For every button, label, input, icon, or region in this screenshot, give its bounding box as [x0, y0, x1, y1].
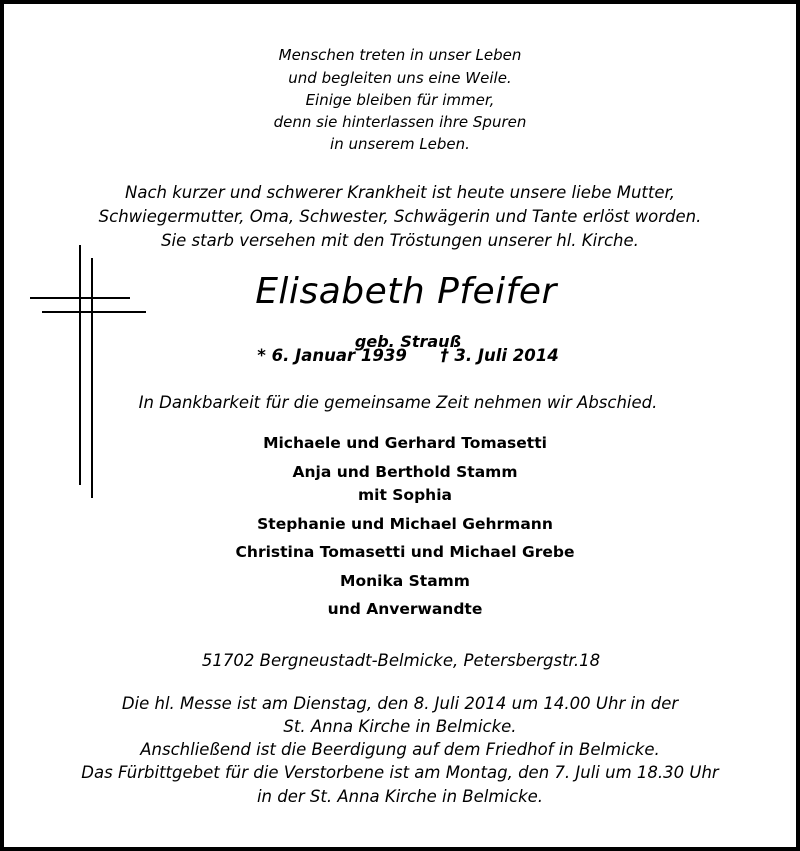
service-line: Anschließend ist die Beerdigung auf dem Friedhof in Belmicke.: [140, 740, 660, 759]
poem-line: in unserem Leben.: [330, 135, 470, 153]
poem-line: denn sie hinterlassen ihre Spuren: [273, 113, 527, 131]
death-date: † 3. Juli 2014: [440, 346, 559, 365]
poem-line: Einige bleiben für immer,: [305, 91, 495, 109]
announcement-line: Nach kurzer und schwerer Krankheit ist heute unsere liebe Mutter,: [124, 183, 676, 202]
address: 51702 Bergneustadt-Belmicke, Petersbergstr.18: [201, 651, 601, 670]
life-dates: [8, 346, 800, 365]
family-member: Christina Tomasetti und Michael Grebe: [235, 543, 575, 561]
service-line: Die hl. Messe ist am Dienstag, den 8. Juli 2014 um 14.00 Uhr in der: [121, 694, 679, 713]
announcement-line: Sie starb versehen mit den Tröstungen unserer hl. Kirche.: [161, 231, 639, 250]
family-member: Monika Stamm: [340, 572, 470, 590]
birth-date: * 6. Januar 1939: [257, 346, 407, 365]
family-member: mit Sophia: [358, 486, 452, 504]
family-member: Anja und Berthold Stamm: [292, 463, 518, 481]
service-line: St. Anna Kirche in Belmicke.: [283, 717, 517, 736]
family-member: und Anverwandte: [327, 600, 483, 618]
gratitude-text: In Dankbarkeit für die gemeinsame Zeit nehmen wir Abschied.: [138, 393, 658, 412]
deceased-name: Elisabeth Pfeifer: [255, 271, 557, 312]
maiden-name: geb. Strauß: [354, 332, 462, 351]
poem-line: und begleiten uns eine Weile.: [288, 69, 512, 87]
family-member: Michaele und Gerhard Tomasetti: [263, 434, 547, 452]
family-member: Stephanie und Michael Gehrmann: [257, 515, 553, 533]
poem-line: Menschen treten in unser Leben: [278, 46, 522, 64]
service-line: Das Fürbittgebet für die Verstorbene ist am Montag, den 7. Juli um 18.30 Uhr: [81, 763, 719, 782]
announcement-line: Schwiegermutter, Oma, Schwester, Schwägerin und Tante erlöst worden.: [98, 207, 702, 226]
service-line: in der St. Anna Kirche in Belmicke.: [256, 787, 544, 806]
